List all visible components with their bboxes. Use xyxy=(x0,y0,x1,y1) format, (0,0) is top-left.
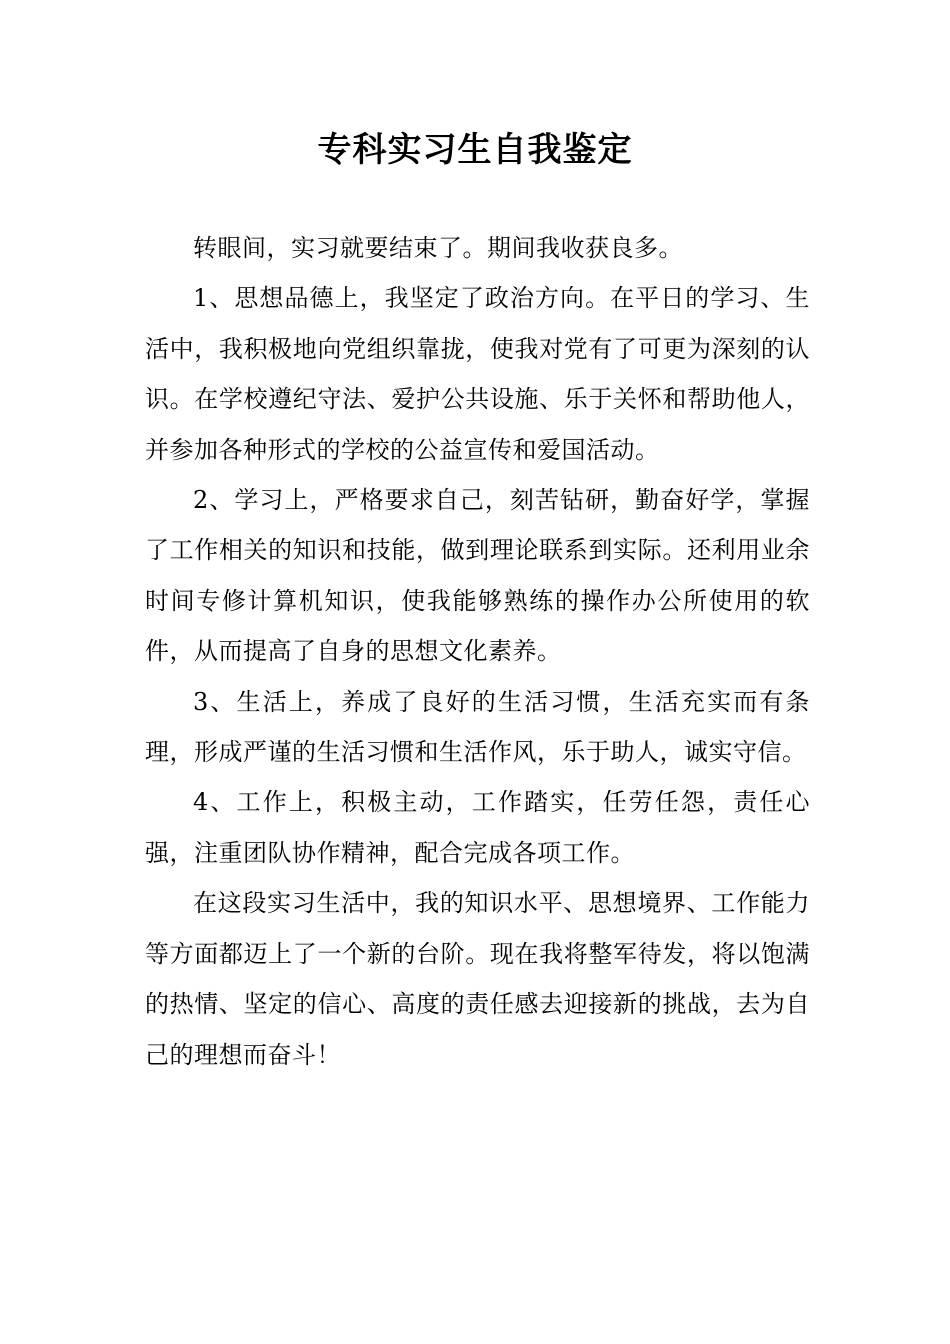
paragraph-moral: 1、思想品德上，我坚定了政治方向。在平日的学习、生活中，我积极地向党组织靠拢，使我对党有了可更为深刻的认识。在学校遵纪守法、爱护公共设施、乐于关怀和帮助他人，并参加各种形式的学校的公益宣传和爱国活动。 xyxy=(145,284,810,464)
paragraph-conclusion: 在这段实习生活中，我的知识水平、思想境界、工作能力等方面都迈上了一个新的台阶。现在我将整军待发，将以饱满的热情、坚定的信心、高度的责任感去迎接新的挑战，去为自己的理想而奋斗！ xyxy=(145,889,810,1069)
paragraph-work: 4、工作上，积极主动，工作踏实，任劳任怨，责任心强，注重团队协作精神，配合完成各项工作。 xyxy=(145,788,810,867)
paragraph-study: 2、学习上，严格要求自己，刻苦钻研，勤奋好学，掌握了工作相关的知识和技能，做到理论联系到实际。还利用业余时间专修计算机知识，使我能够熟练的操作办公所使用的软件，从而提高了自身的思想文化素养。 xyxy=(145,486,810,666)
document-title: 专科实习生自我鉴定 xyxy=(317,130,633,170)
paragraph-life: 3、生活上，养成了良好的生活习惯，生活充实而有条理，形成严谨的生活习惯和生活作风，乐于助人，诚实守信。 xyxy=(145,687,810,767)
document-body xyxy=(145,223,810,1080)
paragraph-intro: 转眼间，实习就要结束了。期间我收获良多。 xyxy=(193,234,683,262)
